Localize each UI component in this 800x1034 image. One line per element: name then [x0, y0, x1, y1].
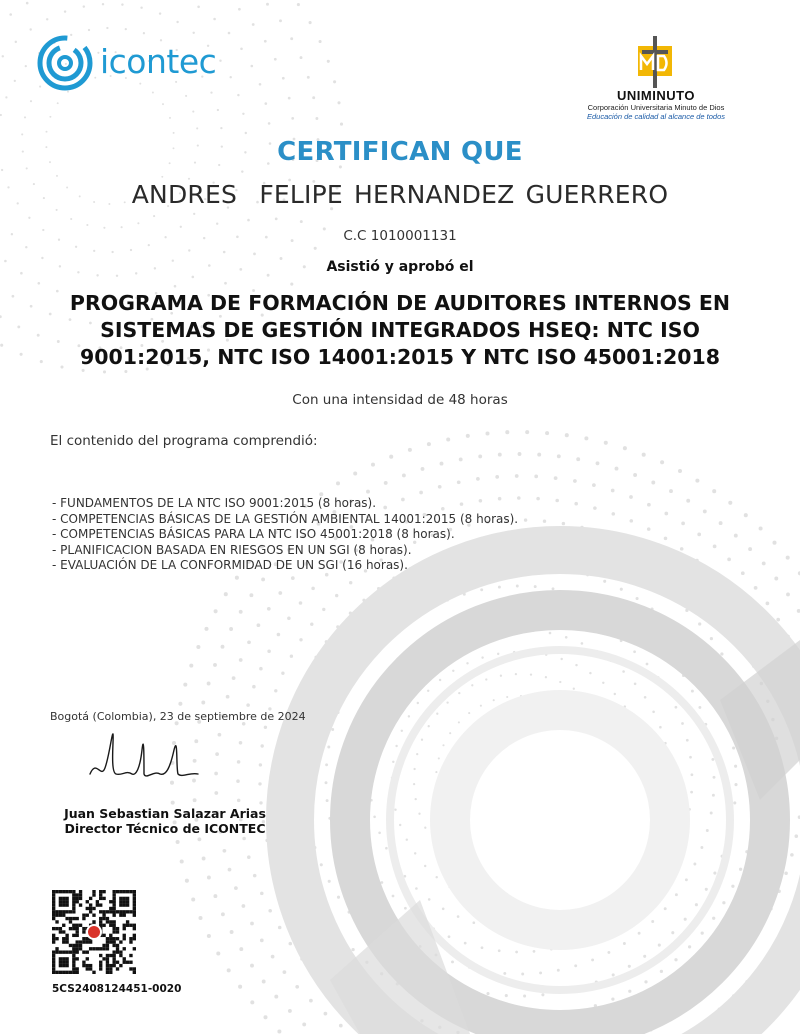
module-item: - FUNDAMENTOS DE LA NTC ISO 9001:2015 (8 horas).: [52, 496, 377, 510]
signer-name: Juan Sebastian Salazar Arias: [64, 806, 266, 821]
module-item: - COMPETENCIAS BÁSICAS PARA LA NTC ISO 45001:2018 (8 horas).: [52, 527, 455, 541]
recipient-name: ANDRES FELIPE HERNANDEZ GUERRERO: [131, 180, 669, 209]
icontec-wordmark: icontec: [100, 42, 217, 81]
uniminuto-subtitle: Corporación Universitaria Minuto de Dios: [587, 103, 725, 112]
uniminuto-tagline: Educación de calidad al alcance de todos: [586, 112, 725, 121]
certificate-code: 5CS2408124451-0020: [52, 983, 182, 995]
content-intro: El contenido del programa comprendió:: [50, 433, 318, 449]
module-list: [52, 496, 518, 574]
uniminuto-logo-icon: [634, 36, 676, 88]
icontec-logo: [36, 34, 236, 92]
module-item: - EVALUACIÓN DE LA CONFORMIDAD DE UN SGI (16 horas).: [52, 558, 408, 572]
recipient-id: C.C 1010001131: [343, 228, 457, 244]
qr-code-icon: [52, 890, 136, 974]
issue-date: Bogotá (Colombia), 23 de septiembre de 2024: [50, 710, 306, 723]
program-title: PROGRAMA DE FORMACIÓN DE AUDITORES INTERNOS EN SISTEMAS DE GESTIÓN INTEGRADOS HSEQ: NTC ISO 9001:2015, NTC ISO 14001:2015 Y NTC ISO 45001:2018: [69, 291, 731, 369]
certificate-heading: CERTIFICAN QUE: [277, 137, 523, 167]
icontec-logo-icon: [36, 34, 94, 92]
uniminuto-name: UNIMINUTO: [617, 88, 695, 103]
module-item: - COMPETENCIAS BÁSICAS DE LA GESTIÓN AMBIENTAL 14001:2015 (8 horas).: [52, 511, 519, 526]
attended-text: Asistió y aprobó el: [326, 259, 474, 275]
module-item: - PLANIFICACION BASADA EN RIESGOS EN UN SGI (8 horas).: [52, 542, 412, 557]
signer-title: Director Técnico de ICONTEC: [64, 821, 266, 836]
uniminuto-logo: [576, 36, 736, 122]
program-intensity: Con una intensidad de 48 horas: [292, 392, 508, 408]
signature-icon: [82, 730, 202, 790]
